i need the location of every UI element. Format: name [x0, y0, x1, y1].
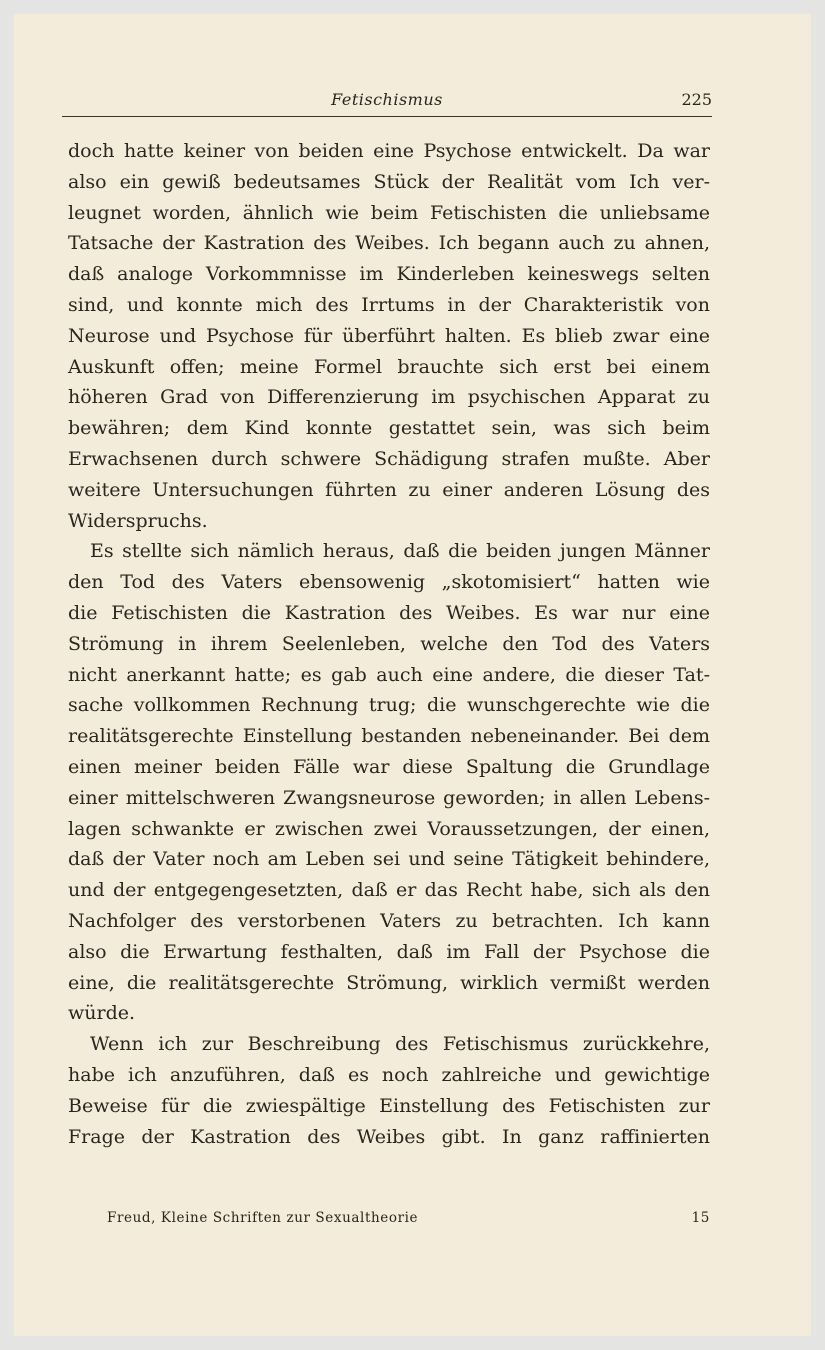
- paragraph: [68, 536, 710, 1029]
- text-line: höheren Grad von Differenzierung im psychischen Apparat zu: [68, 386, 710, 409]
- text-line: lagen schwankte er zwischen zwei Voraussetzungen, der einen,: [68, 817, 710, 840]
- running-head: Fetischismus: [331, 90, 443, 109]
- text-line: Frage der Kastration des Weibes gibt. In ganz raffinierten: [68, 1125, 710, 1148]
- text-line: Erwachsenen durch schwere Schädigung strafen mußte. Aber: [68, 447, 710, 470]
- text-line: Auskunft offen; meine Formel brauchte sich erst bei einem: [68, 355, 710, 378]
- text-line: einer mittelschweren Zwangsneurose geworden; in allen Lebens-: [68, 786, 710, 809]
- text-line: habe ich anzuführen, daß es noch zahlreiche und gewichtige: [68, 1063, 710, 1086]
- text-line: eine, die realitätsgerechte Strömung, wirklich vermißt werden: [68, 971, 710, 994]
- text-line: und der entgegengesetzten, daß er das Recht habe, sich als den: [68, 879, 710, 902]
- text-line: doch hatte keiner von beiden eine Psychose entwickelt. Da war: [68, 140, 710, 162]
- text-line: einen meiner beiden Fälle war diese Spaltung die Grundlage: [68, 755, 710, 778]
- text-line: bewähren; dem Kind konnte gestattet sein, was sich beim: [68, 417, 710, 440]
- body-text: [68, 136, 710, 1152]
- book-page: [14, 14, 811, 1336]
- text-line: Nachfolger des verstorbenen Vaters zu betrachten. Ich kann: [68, 909, 710, 932]
- paragraph: [68, 136, 710, 536]
- text-line: realitätsgerechte Einstellung bestanden nebeneinander. Bei dem: [68, 725, 710, 748]
- text-line: würde.: [68, 1002, 136, 1025]
- text-line: Widerspruchs.: [68, 509, 208, 532]
- text-line: daß der Vater noch am Leben sei und seine Tätigkeit behindere,: [68, 848, 710, 871]
- text-line: leugnet worden, ähnlich wie beim Fetischisten die unliebsame: [68, 201, 710, 224]
- text-line: also ein gewiß bedeutsames Stück der Realität vom Ich ver-: [68, 170, 710, 193]
- text-line: daß analoge Vorkommnisse im Kinderleben keineswegs selten: [68, 263, 710, 286]
- text-line: die Fetischisten die Kastration des Weibes. Es war nur eine: [68, 601, 710, 624]
- text-line: nicht anerkannt hatte; es gab auch eine andere, die dieser Tat-: [68, 663, 710, 686]
- page-header: [62, 72, 712, 117]
- signature-mark: 15: [691, 1210, 710, 1226]
- text-line: den Tod des Vaters ebensowenig „skotomisiert“ hatten wie: [68, 571, 710, 594]
- text-line: weitere Untersuchungen führten zu einer anderen Lösung des: [68, 478, 710, 501]
- page-number: 225: [681, 90, 712, 109]
- text-line: Wenn ich zur Beschreibung des Fetischismus zurückkehre,: [90, 1033, 710, 1056]
- text-line: Tatsache der Kastration des Weibes. Ich begann auch zu ahnen,: [68, 232, 710, 255]
- text-line: Strömung in ihrem Seelenleben, welche den Tod des Vaters: [68, 632, 710, 655]
- text-line: sind, und konnte mich des Irrtums in der Charakteristik von: [68, 293, 710, 316]
- footer-title: Freud, Kleine Schriften zur Sexualtheorie: [107, 1210, 419, 1226]
- text-line: Beweise für die zwiespältige Einstellung des Fetischisten zur: [68, 1094, 710, 1117]
- text-line: sache vollkommen Rechnung trug; die wunschgerechte wie die: [68, 694, 710, 717]
- paragraph: [68, 1029, 710, 1152]
- text-line: Neurose und Psychose für überführt halten. Es blieb zwar eine: [68, 324, 710, 347]
- text-line: also die Erwartung festhalten, daß im Fall der Psychose die: [68, 940, 710, 963]
- text-line: Es stellte sich nämlich heraus, daß die beiden jungen Männer: [90, 540, 710, 563]
